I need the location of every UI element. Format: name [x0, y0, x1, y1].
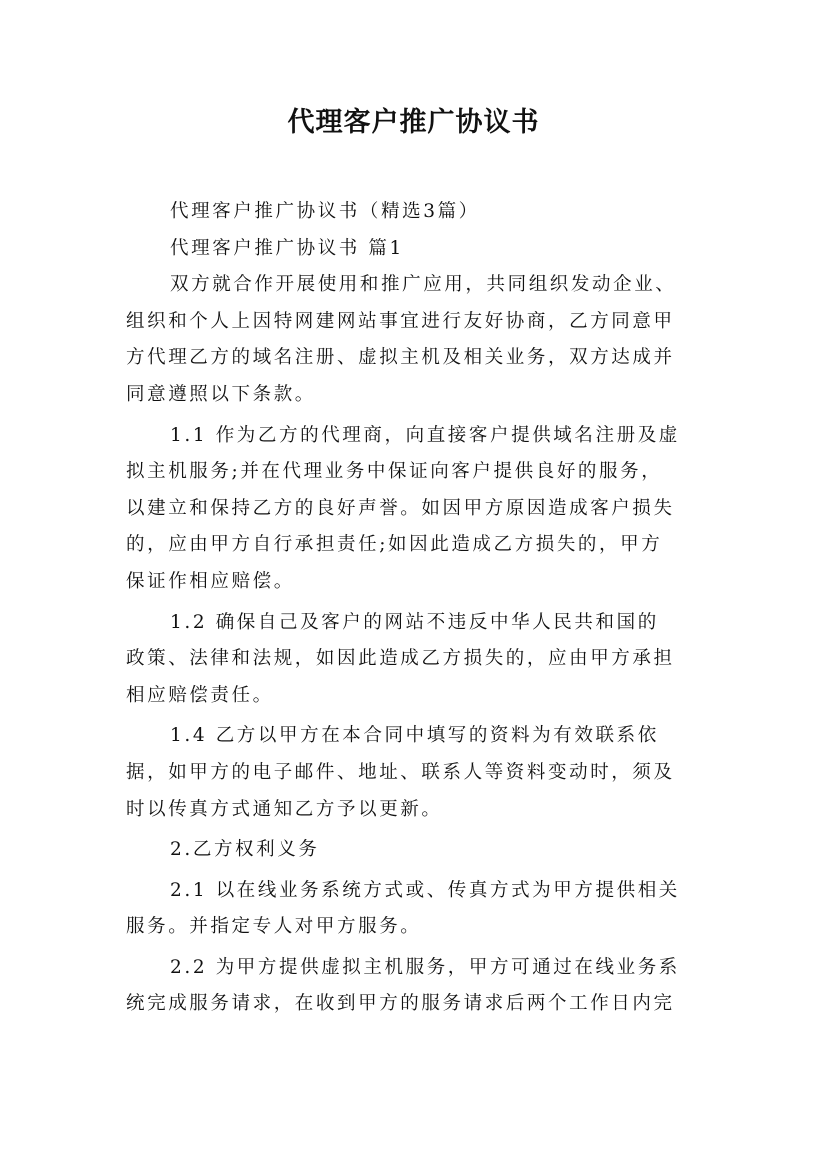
paragraph-line: 据，如甲方的电子邮件、地址、联系人等资料变动时，须及: [126, 761, 675, 783]
section-heading: 2.乙方权利义务: [170, 839, 320, 861]
paragraph-line: 拟主机服务;并在代理业务中保证向客户提供良好的服务，: [126, 461, 663, 483]
paragraph-line: 组织和个人上因特网建网站事宜进行友好协商，乙方同意甲: [126, 310, 675, 332]
paragraph-line: 1.1 作为乙方的代理商，向直接客户提供域名注册及虚: [170, 424, 680, 446]
paragraph-line: 统完成服务请求，在收到甲方的服务请求后两个工作日内完: [126, 993, 675, 1015]
part-heading: 代理客户推广协议书 篇1: [170, 237, 404, 259]
paragraph-line: 保证作相应赔偿。: [126, 570, 295, 592]
paragraph-line: 双方就合作开展使用和推广应用，共同组织发动企业、: [170, 274, 677, 296]
paragraph-line: 以建立和保持乙方的良好声誉。如因甲方原因造成客户损失: [126, 497, 675, 519]
paragraph-line: 政策、法律和法规，如因此造成乙方损失的，应由甲方承担: [126, 648, 675, 670]
paragraph-line: 相应赔偿责任。: [126, 684, 274, 706]
paragraph-line: 方代理乙方的域名注册、虚拟主机及相关业务，双方达成并: [126, 347, 675, 369]
paragraph-line: 1.2 确保自己及客户的网站不违反中华人民共和国的: [170, 611, 659, 633]
paragraph-line: 2.1 以在线业务系统方式或、传真方式为甲方提供相关: [170, 879, 680, 901]
paragraph-line: 1.4 乙方以甲方在本合同中填写的资料为有效联系依: [170, 725, 659, 747]
paragraph-line: 时以传真方式通知乙方予以更新。: [126, 798, 443, 820]
paragraph-line: 的，应由甲方自行承担责任;如因此造成乙方损失的，甲方: [126, 534, 663, 556]
paragraph-line: 同意遵照以下条款。: [126, 383, 316, 405]
paragraph-line: 服务。并指定专人对甲方服务。: [126, 916, 422, 938]
paragraph-line: 2.2 为甲方提供虚拟主机服务，甲方可通过在线业务系: [170, 956, 680, 978]
document-title: 代理客户推广协议书: [287, 107, 540, 138]
subtitle-line: 代理客户推广协议书（精选3篇）: [170, 201, 480, 222]
document-body: [126, 194, 711, 1023]
